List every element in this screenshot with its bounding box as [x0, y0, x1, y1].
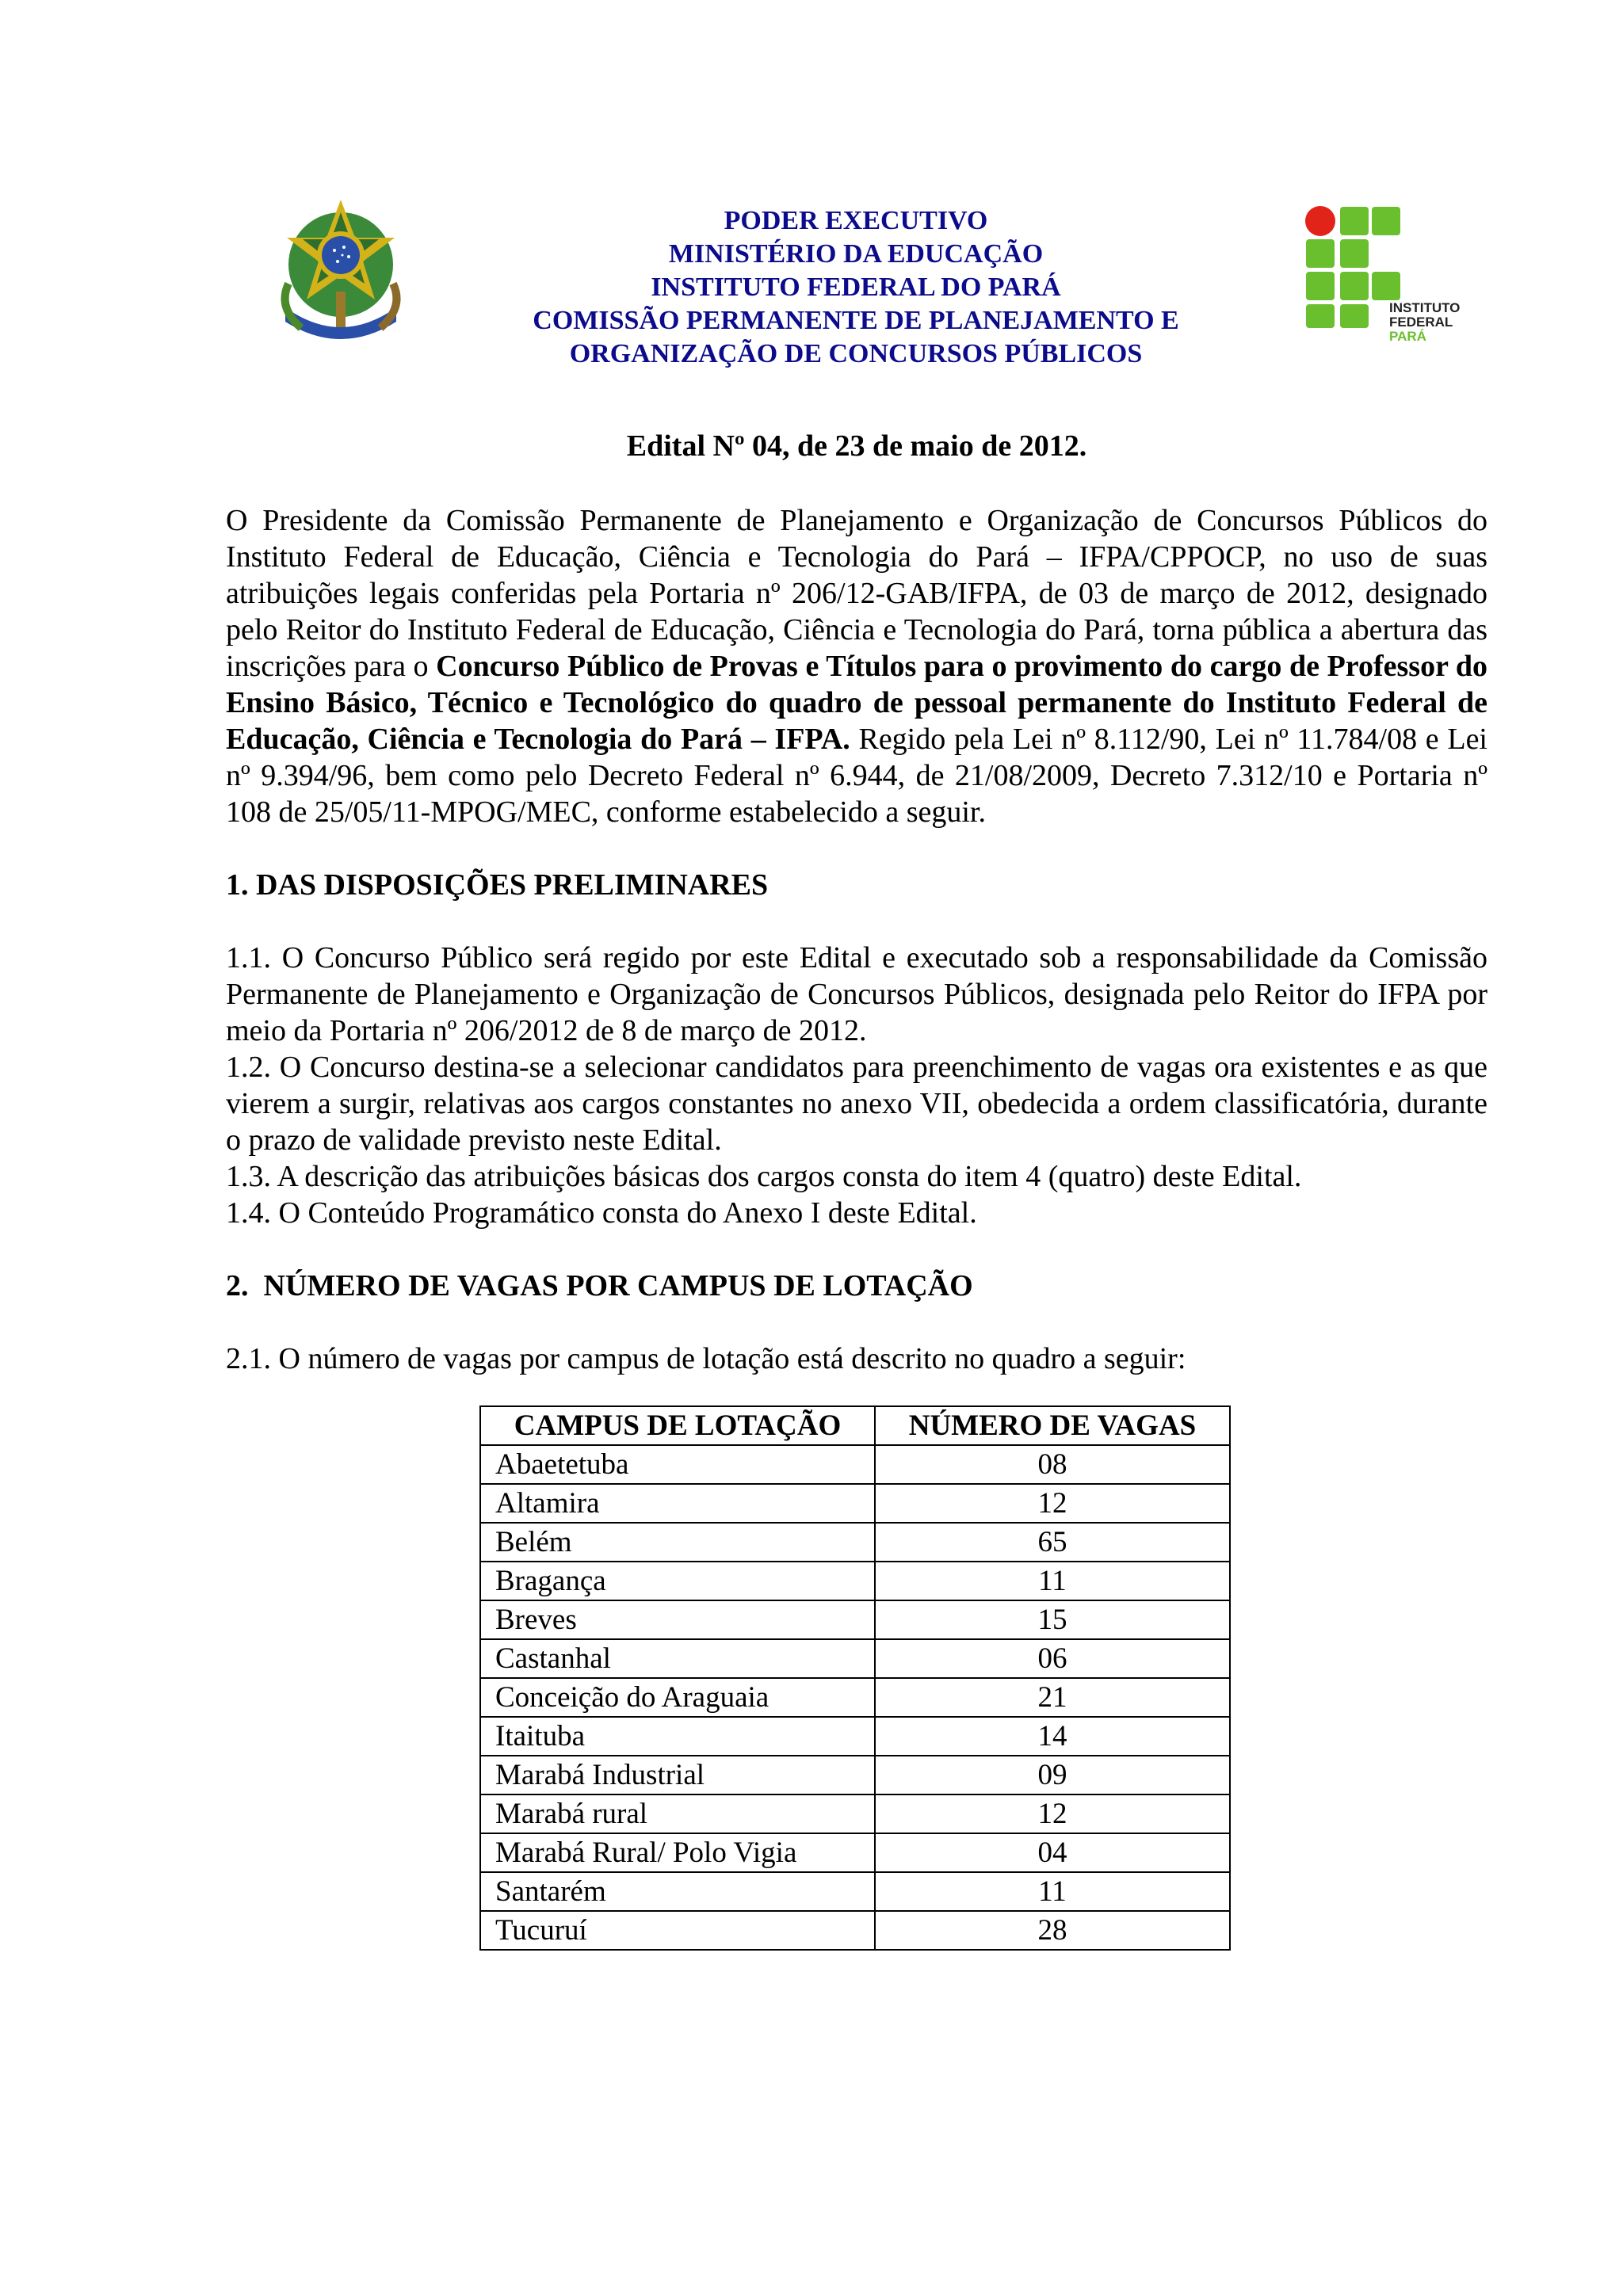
ifpa-logo-title: INSTITUTO FEDERAL — [1389, 300, 1461, 330]
vagas-cell: 04 — [875, 1833, 1230, 1872]
header-institution-block — [444, 204, 1268, 371]
table-row — [480, 1484, 1230, 1523]
section2-heading: 2. NÚMERO DE VAGAS POR CAMPUS DE LOTAÇÃO — [226, 1269, 973, 1302]
table-row — [480, 1678, 1230, 1717]
table-row — [480, 1833, 1230, 1872]
campus-cell: Castanhal — [480, 1639, 875, 1678]
ifpa-logo-subtitle: PARÁ — [1389, 329, 1426, 344]
campus-cell: Marabá Industrial — [480, 1756, 875, 1794]
vagas-cell: 09 — [875, 1756, 1230, 1794]
vagas-cell: 08 — [875, 1445, 1230, 1484]
campus-cell: Santarém — [480, 1872, 875, 1911]
campus-cell: Marabá rural — [480, 1794, 875, 1833]
document-header — [0, 0, 1623, 412]
header-line: COMISSÃO PERMANENTE DE PLANEJAMENTO E — [533, 306, 1179, 335]
campus-cell: Bragança — [480, 1562, 875, 1600]
campus-cell: Altamira — [480, 1484, 875, 1523]
vagas-cell: 65 — [875, 1523, 1230, 1562]
section1-item: 1.3. A descrição das atribuições básicas dos cargos consta do item 4 (quatro) deste Edital. — [226, 1160, 1302, 1193]
coat-of-arms-icon — [262, 189, 420, 355]
intro-text-bold: Concurso Público de Provas e Títulos para o provimento do cargo de Professor do Ensino Básico, Técnico e Tecnológico do quadro de pessoal permanente do Instituto Federal de Educação, Ciência e Tecnologia do Pará – IFPA. — [226, 650, 1487, 756]
header-line: PODER EXECUTIVO — [724, 206, 988, 235]
campus-cell: Abaetetuba — [480, 1445, 875, 1484]
campus-cell: Itaituba — [480, 1717, 875, 1756]
table-row — [480, 1794, 1230, 1833]
section1-item: 1.2. O Concurso destina-se a selecionar candidatos para preenchimento de vagas ora existentes e as que vierem a surgir, relativas aos cargos constantes no anexo VII, obedecida a ordem classificatória, durante o prazo de validade previsto neste Edital. — [226, 1051, 1487, 1157]
vagas-cell: 21 — [875, 1678, 1230, 1717]
vagas-cell: 12 — [875, 1484, 1230, 1523]
campus-cell: Marabá Rural/ Polo Vigia — [480, 1833, 875, 1872]
intro-text-part1: O Presidente da Comissão Permanente de Planejamento e Organização de Concursos Públicos do Instituto Federal de Educação, Ciência e Tecnologia do Pará – IFPA/CPPOCP, no uso de suas atribuições legais conferidas pela Portaria nº 206/12-GAB/IFPA, de 03 de março de 2012, designado pelo Reitor do Instituto Federal de Educação, Ciência e Tecnologia do Pará, torna pública a abertura das inscrições para o — [226, 504, 1487, 683]
vagas-cell: 11 — [875, 1872, 1230, 1911]
header-line: MINISTÉRIO DA EDUCAÇÃO — [668, 239, 1044, 269]
vagas-cell: 12 — [875, 1794, 1230, 1833]
vagas-cell: 06 — [875, 1639, 1230, 1678]
vagas-table — [479, 1405, 1231, 1951]
table-header-campus: CAMPUS DE LOTAÇÃO — [480, 1406, 875, 1445]
vagas-cell: 28 — [875, 1911, 1230, 1950]
table-row — [480, 1911, 1230, 1950]
section1-item: 1.1. O Concurso Público será regido por este Edital e executado sob a responsabilidade da Comissão Permanente de Planejamento e Organização de Concursos Públicos, designada pelo Reitor do IFPA por meio da Portaria nº 206/2012 de 8 de março de 2012. — [226, 941, 1487, 1047]
table-header-row — [480, 1406, 1230, 1445]
table-row — [480, 1639, 1230, 1678]
vagas-cell: 11 — [875, 1562, 1230, 1600]
table-row — [480, 1562, 1230, 1600]
section1-item: 1.4. O Conteúdo Programático consta do Anexo I deste Edital. — [226, 1196, 977, 1230]
header-line: ORGANIZAÇÃO DE CONCURSOS PÚBLICOS — [569, 339, 1143, 368]
intro-text-part2: Regido pela Lei nº 8.112/90, Lei nº 11.784/08 e Lei nº 9.394/96, bem como pelo Decreto Federal nº 6.944, de 21/08/2009, Decreto 7.312/10 e Portaria nº 108 de 25/05/11-MPOG/MEC, conforme estabelecido a seguir. — [226, 723, 1487, 829]
section1-heading: 1. DAS DISPOSIÇÕES PRELIMINARES — [226, 868, 769, 902]
campus-cell: Tucuruí — [480, 1911, 875, 1950]
ifpa-logo-label — [1389, 301, 1510, 344]
table-row — [480, 1756, 1230, 1794]
intro-paragraph — [226, 502, 1487, 830]
table-row — [480, 1872, 1230, 1911]
campus-cell: Breves — [480, 1600, 875, 1639]
table-row — [480, 1600, 1230, 1639]
document-body — [226, 428, 1487, 1951]
table-row — [480, 1445, 1230, 1484]
campus-cell: Belém — [480, 1523, 875, 1562]
vagas-cell: 15 — [875, 1600, 1230, 1639]
vagas-cell: 14 — [875, 1717, 1230, 1756]
ifpa-logo — [1304, 204, 1510, 344]
campus-cell: Conceição do Araguaia — [480, 1678, 875, 1717]
table-row — [480, 1717, 1230, 1756]
header-line: INSTITUTO FEDERAL DO PARÁ — [651, 273, 1061, 302]
section2-intro: 2.1. O número de vagas por campus de lotação está descrito no quadro a seguir: — [226, 1342, 1186, 1375]
table-header-vagas: NÚMERO DE VAGAS — [875, 1406, 1230, 1445]
table-row — [480, 1523, 1230, 1562]
edital-title: Edital Nº 04, de 23 de maio de 2012. — [626, 429, 1087, 463]
